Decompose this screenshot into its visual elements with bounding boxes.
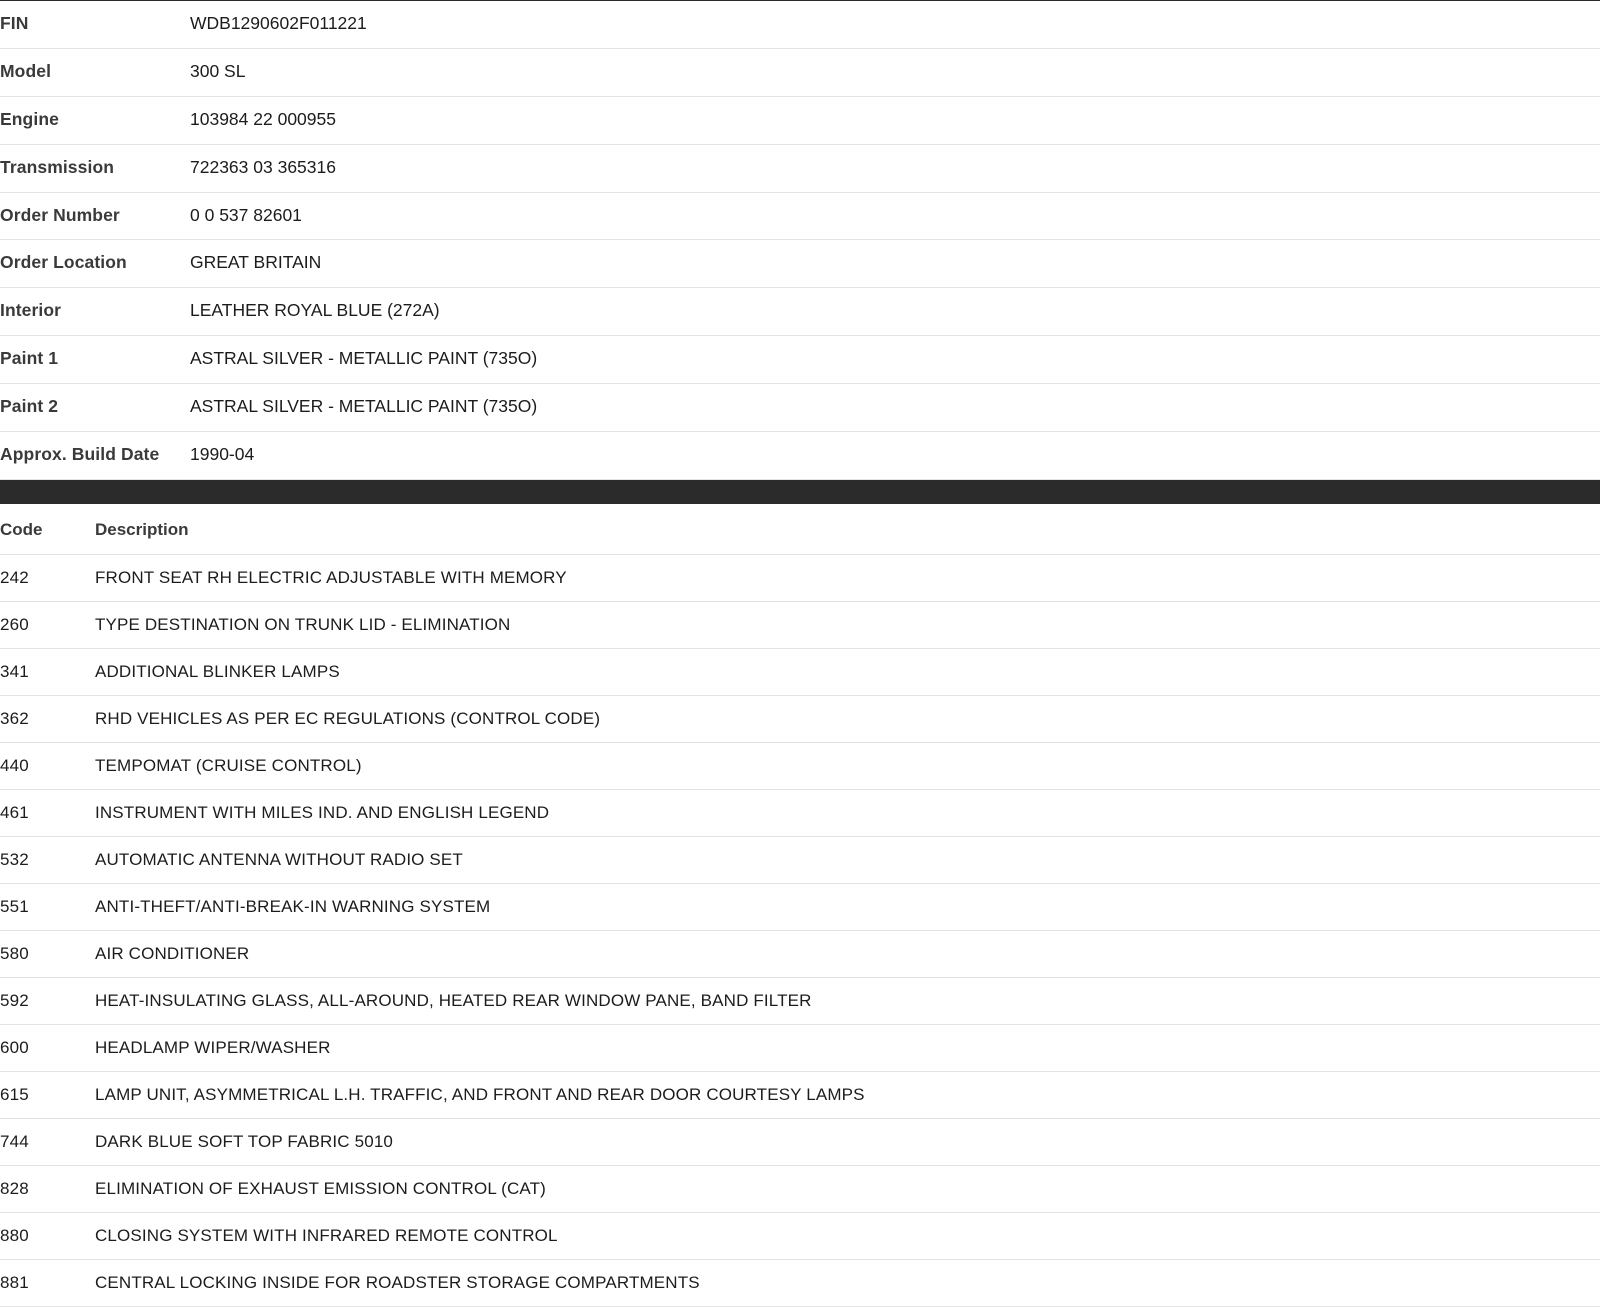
option-codes-table <box>0 504 1600 1307</box>
table-row <box>0 1024 1600 1071</box>
option-code: 580 <box>0 943 29 963</box>
spec-value: 0 0 537 82601 <box>190 204 302 225</box>
option-description: INSTRUMENT WITH MILES IND. AND ENGLISH LEGEND <box>95 802 550 822</box>
option-code: 260 <box>0 614 29 634</box>
option-code: 341 <box>0 661 29 681</box>
table-row <box>0 695 1600 742</box>
option-description: FRONT SEAT RH ELECTRIC ADJUSTABLE WITH MEMORY <box>95 567 567 587</box>
spec-row <box>0 96 1600 144</box>
spec-value: 300 SL <box>190 60 246 81</box>
spec-row <box>0 384 1600 432</box>
option-description: TYPE DESTINATION ON TRUNK LID - ELIMINATION <box>95 614 511 634</box>
table-row <box>0 554 1600 601</box>
section-divider-bar <box>0 480 1600 504</box>
option-code: 440 <box>0 755 29 775</box>
spec-row <box>0 192 1600 240</box>
option-code: 532 <box>0 849 29 869</box>
option-codes-body <box>0 554 1600 1306</box>
spec-row <box>0 288 1600 336</box>
spec-value: 103984 22 000955 <box>190 108 336 129</box>
option-description: DARK BLUE SOFT TOP FABRIC 5010 <box>95 1131 394 1151</box>
option-code: 881 <box>0 1272 29 1292</box>
vehicle-spec-body <box>0 1 1600 480</box>
table-row <box>0 1071 1600 1118</box>
option-code: 615 <box>0 1084 29 1104</box>
table-row <box>0 883 1600 930</box>
option-code: 551 <box>0 896 29 916</box>
option-description: RHD VEHICLES AS PER EC REGULATIONS (CONTROL CODE) <box>95 708 601 728</box>
spec-value: WDB1290602F011221 <box>190 13 367 33</box>
vehicle-spec-table <box>0 0 1600 480</box>
spec-row <box>0 144 1600 192</box>
table-row <box>0 836 1600 883</box>
option-description: TEMPOMAT (CRUISE CONTROL) <box>95 755 362 775</box>
option-codes-header <box>0 504 1600 555</box>
option-description: AUTOMATIC ANTENNA WITHOUT RADIO SET <box>95 849 463 869</box>
option-description: CLOSING SYSTEM WITH INFRARED REMOTE CONTROL <box>95 1225 558 1245</box>
table-header-row <box>0 504 1600 555</box>
spec-value: ASTRAL SILVER - METALLIC PAINT (735O) <box>190 396 538 416</box>
spec-row <box>0 48 1600 96</box>
option-description: CENTRAL LOCKING INSIDE FOR ROADSTER STORAGE COMPARTMENTS <box>95 1272 700 1292</box>
spec-label: Transmission <box>0 156 115 177</box>
table-row <box>0 648 1600 695</box>
spec-label: Order Number <box>0 204 120 225</box>
option-code: 461 <box>0 802 29 822</box>
table-row <box>0 789 1600 836</box>
spec-label: Engine <box>0 108 59 129</box>
spec-label: Paint 2 <box>0 396 59 416</box>
table-row <box>0 1165 1600 1212</box>
option-code: 744 <box>0 1131 29 1151</box>
table-row <box>0 1118 1600 1165</box>
spec-row <box>0 1 1600 49</box>
spec-label: Approx. Build Date <box>0 443 160 464</box>
option-description: ANTI-THEFT/ANTI-BREAK-IN WARNING SYSTEM <box>95 896 491 916</box>
spec-row <box>0 240 1600 288</box>
option-description: ELIMINATION OF EXHAUST EMISSION CONTROL (CAT) <box>95 1178 546 1198</box>
table-row <box>0 742 1600 789</box>
spec-value: GREAT BRITAIN <box>190 252 322 273</box>
spec-label: Interior <box>0 300 62 321</box>
spec-value: ASTRAL SILVER - METALLIC PAINT (735O) <box>190 348 538 369</box>
option-description: AIR CONDITIONER <box>95 943 250 963</box>
spec-label: Model <box>0 60 52 81</box>
spec-value: LEATHER ROYAL BLUE (272A) <box>190 300 440 321</box>
spec-label: Order Location <box>0 252 127 273</box>
option-description: HEAT-INSULATING GLASS, ALL-AROUND, HEATED REAR WINDOW PANE, BAND FILTER <box>95 990 812 1010</box>
option-code: 828 <box>0 1178 29 1198</box>
spec-value: 1990-04 <box>190 443 255 464</box>
table-row <box>0 1212 1600 1259</box>
option-code: 242 <box>0 567 29 587</box>
option-description: LAMP UNIT, ASYMMETRICAL L.H. TRAFFIC, AND FRONT AND REAR DOOR COURTESY LAMPS <box>95 1084 865 1104</box>
spec-row <box>0 336 1600 384</box>
spec-value: 722363 03 365316 <box>190 156 336 177</box>
column-header-code: Code <box>0 519 43 539</box>
option-code: 362 <box>0 708 29 728</box>
spec-label: Paint 1 <box>0 348 59 369</box>
table-row <box>0 601 1600 648</box>
option-description: HEADLAMP WIPER/WASHER <box>95 1037 331 1057</box>
table-row <box>0 1259 1600 1306</box>
spec-row <box>0 431 1600 479</box>
option-code: 600 <box>0 1037 29 1057</box>
table-row <box>0 977 1600 1024</box>
option-description: ADDITIONAL BLINKER LAMPS <box>95 661 340 681</box>
option-code: 880 <box>0 1225 29 1245</box>
option-code: 592 <box>0 990 29 1010</box>
table-row <box>0 930 1600 977</box>
column-header-description: Description <box>95 519 189 539</box>
spec-label: FIN <box>0 13 29 33</box>
